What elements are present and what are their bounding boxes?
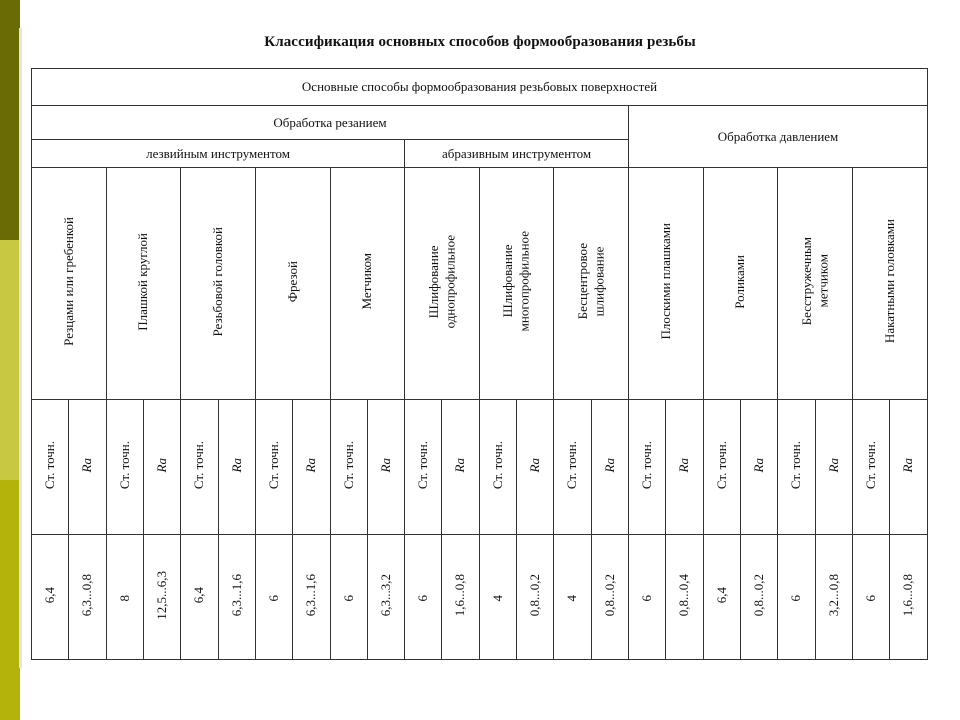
ra-label: Ra — [228, 457, 244, 473]
ra-label: Ra — [750, 457, 766, 473]
accuracy-label-cell — [106, 400, 143, 535]
accuracy-label-cell — [554, 400, 591, 535]
accuracy-label-cell — [330, 400, 367, 535]
ra-label: Ra — [153, 457, 169, 473]
ra-value: 1,6...0,8 — [900, 573, 916, 617]
method-label: Плашкой круглой — [135, 232, 151, 331]
ra-label: Ra — [452, 457, 468, 473]
ra-value-cell — [69, 535, 106, 660]
classification-table — [31, 68, 928, 660]
ra-value-cell — [740, 535, 777, 660]
accuracy-label: Ст. точн. — [564, 440, 580, 490]
header-row — [32, 69, 928, 106]
method-label: Бесстружечным метчиком — [798, 237, 831, 326]
ra-label: Ra — [79, 457, 95, 473]
method-label-cell — [479, 168, 554, 400]
accuracy-label-cell — [181, 400, 218, 535]
accuracy-label: Ст. точн. — [265, 440, 281, 490]
group-row — [32, 106, 928, 140]
accuracy-label-cell — [852, 400, 889, 535]
accuracy-value-cell — [479, 535, 516, 660]
accuracy-label: Ст. точн. — [862, 440, 878, 490]
accuracy-label: Ст. точн. — [116, 440, 132, 490]
method-label: Плоскими плашками — [657, 223, 673, 340]
subgroup-abrasive: абразивным инструментом — [405, 140, 629, 168]
group-cutting: Обработка резанием — [32, 106, 629, 140]
ra-value: 1,6...0,8 — [452, 573, 468, 617]
accuracy-value-cell — [629, 535, 666, 660]
method-label: Накатными головками — [881, 219, 897, 344]
document-title: Классификация основных способов формообразования резьбы — [264, 34, 696, 50]
method-label-cell — [703, 168, 778, 400]
accuracy-value-cell — [703, 535, 740, 660]
method-label-cell — [405, 168, 480, 400]
ra-label-cell — [293, 400, 330, 535]
method-label: Бесцентровое шлифование — [574, 243, 607, 320]
accuracy-label: Ст. точн. — [639, 440, 655, 490]
ra-label: Ra — [303, 457, 319, 473]
method-label: Метчиком — [359, 253, 375, 310]
method-label-cell — [255, 168, 330, 400]
ra-label-cell — [367, 400, 404, 535]
method-label-cell — [330, 168, 405, 400]
ra-value: 0,8...0,4 — [676, 573, 692, 617]
ra-label-cell — [815, 400, 852, 535]
page-edge — [19, 28, 22, 668]
method-label-cell — [629, 168, 704, 400]
ra-label: Ra — [900, 457, 916, 473]
accuracy-value: 6 — [862, 594, 878, 601]
sublabel-row — [32, 400, 928, 535]
accuracy-value: 6,4 — [191, 586, 207, 604]
ra-value-cell — [367, 535, 404, 660]
method-label: Фрезой — [284, 260, 300, 303]
values-row — [32, 535, 928, 660]
methods-row — [32, 168, 928, 400]
method-label: Резьбовой головкой — [209, 226, 225, 337]
method-label: Шлифование многопрофильное — [500, 231, 532, 332]
accuracy-label-cell — [703, 400, 740, 535]
accuracy-value: 6 — [265, 594, 281, 601]
ra-label: Ra — [676, 457, 692, 473]
accuracy-value-cell — [255, 535, 292, 660]
ra-value-cell — [143, 535, 180, 660]
ra-value: 6,3...1,6 — [228, 573, 244, 617]
ra-label-cell — [740, 400, 777, 535]
accuracy-label-cell — [32, 400, 69, 535]
accuracy-value-cell — [852, 535, 889, 660]
ra-label-cell — [218, 400, 255, 535]
accuracy-value: 4 — [489, 594, 505, 601]
method-label-cell — [852, 168, 927, 400]
method-label: Роликами — [732, 254, 748, 309]
table-header: Основные способы формообразования резьбовых поверхностей — [32, 69, 928, 106]
ra-value-cell — [517, 535, 554, 660]
method-label-cell — [181, 168, 256, 400]
accuracy-value: 6,4 — [42, 586, 58, 604]
accuracy-label-cell — [405, 400, 442, 535]
ra-label-cell — [890, 400, 928, 535]
accuracy-label: Ст. точн. — [489, 440, 505, 490]
ra-label: Ra — [377, 457, 393, 473]
ra-label: Ra — [527, 457, 543, 473]
ra-label-cell — [69, 400, 106, 535]
ra-value-cell — [666, 535, 703, 660]
group-pressure: Обработка давлением — [629, 106, 928, 168]
accuracy-label: Ст. точн. — [415, 440, 431, 490]
accuracy-label-cell — [255, 400, 292, 535]
accuracy-label: Ст. точн. — [713, 440, 729, 490]
ra-label-cell — [666, 400, 703, 535]
ra-label-cell — [143, 400, 180, 535]
method-label: Резцами или гребенкой — [60, 217, 76, 346]
ra-value-cell — [442, 535, 479, 660]
ra-label: Ra — [601, 457, 617, 473]
accuracy-value-cell — [106, 535, 143, 660]
accuracy-label-cell — [479, 400, 516, 535]
accuracy-value: 6 — [415, 594, 431, 601]
accuracy-label-cell — [629, 400, 666, 535]
ra-label-cell — [442, 400, 479, 535]
accuracy-value-cell — [181, 535, 218, 660]
method-label-cell — [106, 168, 181, 400]
method-label-cell — [32, 168, 107, 400]
accuracy-value: 4 — [564, 594, 580, 601]
ra-value: 0,8...0,2 — [527, 573, 543, 617]
ra-value: 3,2...0,8 — [825, 573, 841, 617]
accuracy-value: 6 — [639, 594, 655, 601]
accuracy-value-cell — [32, 535, 69, 660]
accuracy-label: Ст. точн. — [42, 440, 58, 490]
ra-value-cell — [293, 535, 330, 660]
accuracy-value: 8 — [116, 594, 132, 601]
ra-label-cell — [591, 400, 628, 535]
accuracy-label: Ст. точн. — [191, 440, 207, 490]
ra-value: 6,3...1,6 — [303, 573, 319, 617]
subgroup-blade: лезвийным инструментом — [32, 140, 405, 168]
ra-value: 6,3...3,2 — [377, 573, 393, 617]
ra-label-cell — [517, 400, 554, 535]
accuracy-label: Ст. точн. — [788, 440, 804, 490]
ra-value-cell — [218, 535, 255, 660]
accuracy-value-cell — [778, 535, 815, 660]
method-label-cell — [778, 168, 853, 400]
ra-label: Ra — [825, 457, 841, 473]
method-label: Шлифование однопрофильное — [425, 234, 457, 329]
ra-value-cell — [591, 535, 628, 660]
ra-value-cell — [815, 535, 852, 660]
method-label-cell — [554, 168, 629, 400]
accuracy-value-cell — [554, 535, 591, 660]
accuracy-label: Ст. точн. — [340, 440, 356, 490]
ra-value: 0,8...0,2 — [601, 573, 617, 617]
accuracy-value-cell — [405, 535, 442, 660]
accuracy-label-cell — [778, 400, 815, 535]
accuracy-value: 6 — [788, 594, 804, 601]
accuracy-value: 6,4 — [713, 586, 729, 604]
ra-value-cell — [890, 535, 928, 660]
ra-value: 12,5...6,3 — [153, 570, 169, 620]
accuracy-value-cell — [330, 535, 367, 660]
side-bar-mid — [0, 480, 20, 720]
accuracy-value: 6 — [340, 594, 356, 601]
ra-value: 6,3...0,8 — [79, 573, 95, 617]
side-bar-light — [0, 240, 20, 480]
ra-value: 0,8...0,2 — [750, 573, 766, 617]
